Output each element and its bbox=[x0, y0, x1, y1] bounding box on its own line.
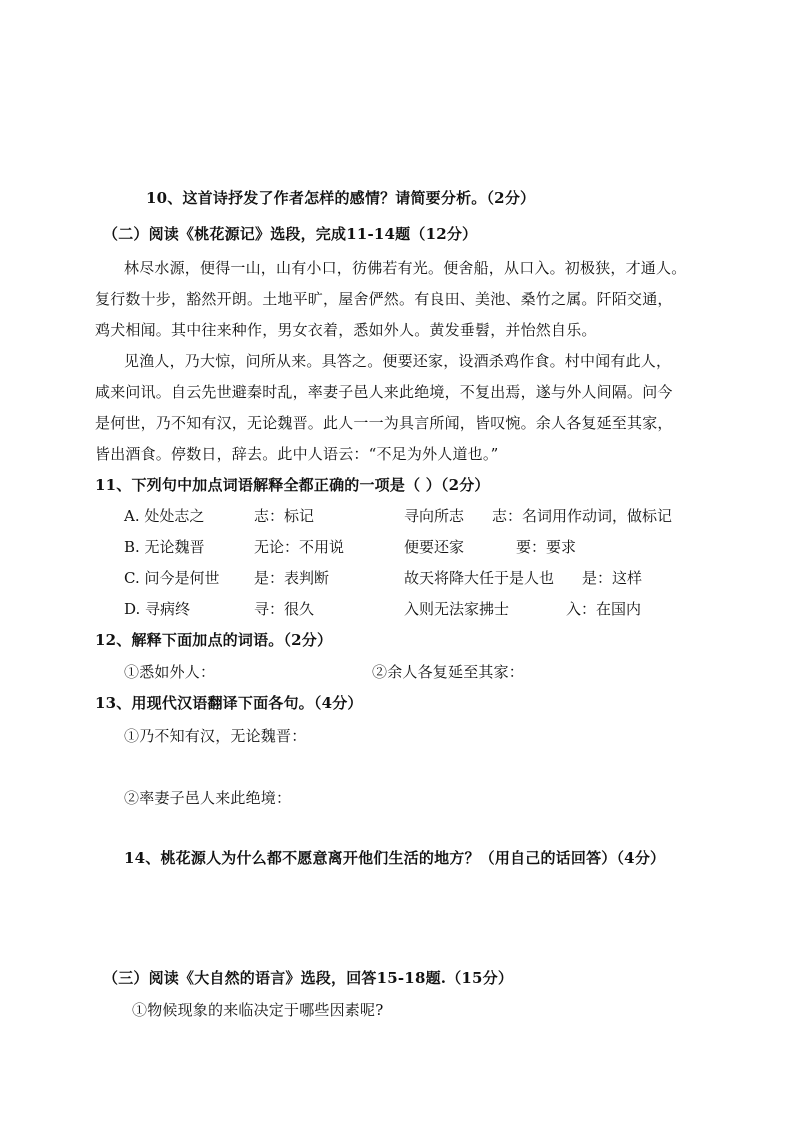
q13-item2: ②率妻子邑人来此绝境： bbox=[124, 789, 292, 807]
passage-line: 是何世，乃不知有汉，无论魏晋。此人一一为具言所闻，皆叹惋。余人各复延至其家， bbox=[95, 414, 673, 432]
q13-title: 13、用现代汉语翻译下面各句。（4分） bbox=[95, 694, 363, 712]
section2-title: （二）阅读《桃花源记》选段，完成11-14题（12分） bbox=[103, 225, 478, 243]
option-label: B. 无论魏晋 bbox=[124, 538, 205, 556]
option-label: D. 寻病终 bbox=[124, 600, 191, 618]
option-label: C. 问今是何世 bbox=[124, 569, 220, 587]
section3-line1: ①物候现象的来临决定于哪些因素呢? bbox=[132, 1001, 384, 1019]
option-gloss2: 是：这样 bbox=[582, 569, 643, 587]
option-gloss1: 无论：不用说 bbox=[254, 538, 345, 556]
passage-line: 皆出酒食。停数日，辞去。此中人语云：“不足为外人道也。” bbox=[95, 445, 499, 463]
option-gloss2: 入：在国内 bbox=[566, 600, 642, 618]
passage-line: 咸来问讯。自云先世避秦时乱，率妻子邑人来此绝境，不复出焉，遂与外人间隔。问今 bbox=[95, 383, 673, 401]
option-gloss1: 志：标记 bbox=[254, 507, 315, 525]
q10: 10、这首诗抒发了作者怎样的感情？请简要分析。（2分） bbox=[146, 189, 536, 207]
option-gloss2: 要：要求 bbox=[516, 538, 577, 556]
passage-line: 林尽水源，便得一山，山有小口，彷佛若有光。便舍船，从口入。初极狭，才通人。 bbox=[124, 259, 687, 277]
option-gloss1: 寻：很久 bbox=[254, 600, 315, 618]
option-phrase2: 寻向所志 bbox=[404, 507, 465, 525]
q11-title: 11、下列句中加点词语解释全都正确的一项是（ ）（2分） bbox=[95, 476, 490, 494]
q13-item1: ①乃不知有汉，无论魏晋： bbox=[124, 727, 307, 745]
option-label: A. 处处志之 bbox=[124, 507, 205, 525]
q12-item1: ①悉如外人： bbox=[124, 663, 216, 681]
option-phrase2: 故天将降大任于是人也 bbox=[404, 569, 555, 587]
passage-line: 鸡犬相闻。其中往来种作，男女衣着，悉如外人。黄发垂髫，并怡然自乐。 bbox=[95, 321, 597, 339]
q14: 14、桃花源人为什么都不愿意离开他们生活的地方？（用自己的话回答）（4分） bbox=[124, 849, 666, 867]
passage-line: 见渔人，乃大惊，问所从来。具答之。便要还家，设酒杀鸡作食。村中闻有此人， bbox=[124, 352, 672, 370]
option-phrase2: 入则无法家拂士 bbox=[404, 600, 510, 618]
option-gloss2: 志：名词用作动词，做标记 bbox=[492, 507, 673, 525]
q12-title: 12、解释下面加点的词语。（2分） bbox=[95, 631, 333, 649]
section3-title: （三）阅读《大自然的语言》选段，回答15-18题.（15分） bbox=[103, 969, 514, 987]
option-gloss1: 是：表判断 bbox=[254, 569, 330, 587]
option-phrase2: 便要还家 bbox=[404, 538, 465, 556]
q12-item2: ②余人各复延至其家： bbox=[372, 663, 525, 681]
passage-line: 复行数十步，豁然开朗。土地平旷，屋舍俨然。有良田、美池、桑竹之属。阡陌交通， bbox=[95, 290, 673, 308]
